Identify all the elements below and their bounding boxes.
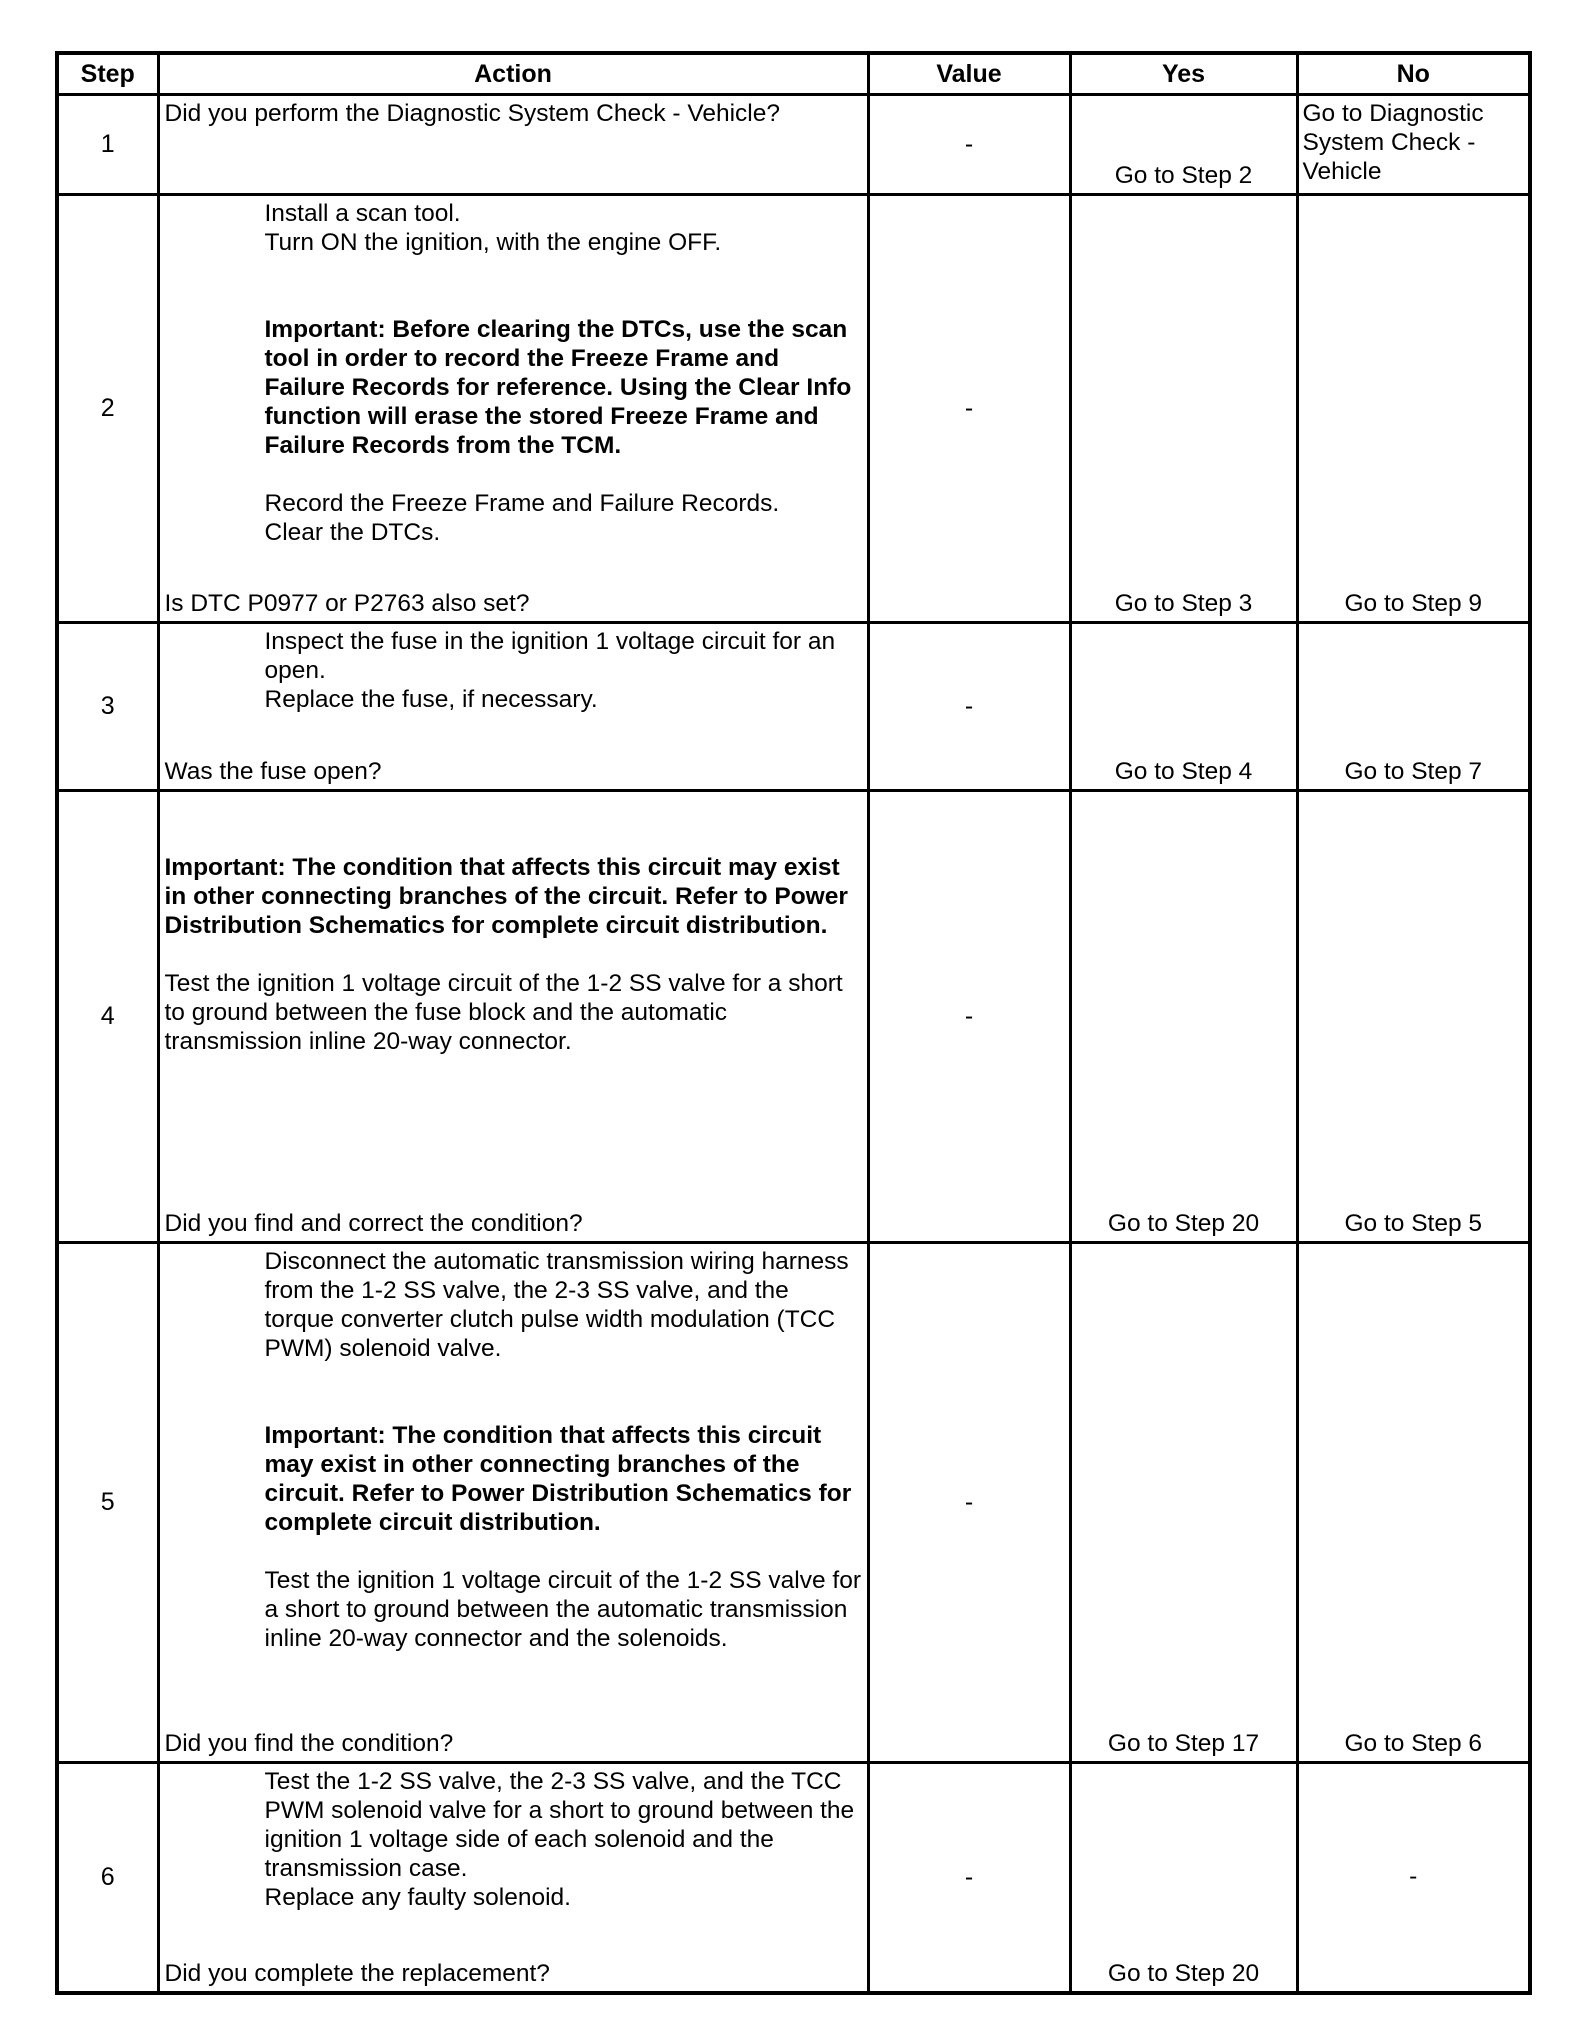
step-number: 4 bbox=[57, 791, 158, 1243]
action-question: Was the fuse open? bbox=[164, 758, 382, 786]
header-step: Step bbox=[57, 53, 158, 95]
header-no: No bbox=[1297, 53, 1530, 95]
action-question: Did you perform the Diagnostic System Check - Vehicle? bbox=[164, 100, 780, 127]
value-cell: - bbox=[868, 623, 1070, 791]
step-number: 1 bbox=[57, 95, 158, 195]
value-cell: - bbox=[868, 195, 1070, 623]
table-row bbox=[57, 1243, 1530, 1763]
action-cell bbox=[158, 95, 868, 195]
action-cell bbox=[158, 623, 868, 791]
important-note: Important: The condition that affects this circuit may exist in other connecting branches of the circuit. Refer to Power Distribution Schematics for complete circuit distribution. bbox=[264, 1422, 859, 1537]
diagnostic-table bbox=[55, 51, 1532, 1995]
table-row bbox=[57, 195, 1530, 623]
no-cell: Go to Step 7 bbox=[1297, 623, 1530, 791]
action-cell bbox=[158, 195, 868, 623]
value-cell: - bbox=[868, 1763, 1070, 1993]
no-cell: Go to Diagnostic System Check - Vehicle bbox=[1297, 95, 1530, 195]
action-step: Turn ON the ignition, with the engine OFF. bbox=[264, 229, 722, 257]
action-test: Test the ignition 1 voltage circuit of the 1-2 SS valve for a short to ground between the fuse block and the automatic transmission inline 20-way connector. bbox=[164, 970, 850, 1056]
header-action: Action bbox=[158, 53, 868, 95]
action-question: Did you find and correct the condition? bbox=[164, 1210, 583, 1238]
header-yes: Yes bbox=[1070, 53, 1297, 95]
action-cell bbox=[158, 1243, 868, 1763]
table-row bbox=[57, 791, 1530, 1243]
value-cell: - bbox=[868, 95, 1070, 195]
action-test: Test the ignition 1 voltage circuit of the 1-2 SS valve for a short to ground between the automatic transmission inline 20-way connector and the solenoids. bbox=[264, 1567, 868, 1653]
action-step: Install a scan tool. bbox=[264, 200, 461, 228]
step-number: 5 bbox=[57, 1243, 158, 1763]
action-question: Did you complete the replacement? bbox=[164, 1960, 550, 1987]
no-cell: Go to Step 6 bbox=[1297, 1243, 1530, 1763]
table-row bbox=[57, 95, 1530, 195]
yes-cell: Go to Step 2 bbox=[1070, 95, 1297, 195]
no-cell: Go to Step 5 bbox=[1297, 791, 1530, 1243]
action-step: Record the Freeze Frame and Failure Records. bbox=[264, 490, 780, 518]
table-row bbox=[57, 1763, 1530, 1993]
action-step: Test the 1-2 SS valve, the 2-3 SS valve, and the TCC PWM solenoid valve for a short to ground between the ignition 1 voltage side of each solenoid and the transmission case. bbox=[264, 1768, 861, 1883]
value-cell: - bbox=[868, 791, 1070, 1243]
important-note: Important: Before clearing the DTCs, use the scan tool in order to record the Freeze Frame and Failure Records for reference. Using the Clear Info function will erase the stored Freeze Frame and Failure Records from the TCM. bbox=[264, 316, 859, 460]
no-cell: Go to Step 9 bbox=[1297, 195, 1530, 623]
action-cell bbox=[158, 791, 868, 1243]
yes-cell: Go to Step 17 bbox=[1070, 1243, 1297, 1763]
table-row bbox=[57, 623, 1530, 791]
header-value: Value bbox=[868, 53, 1070, 95]
action-step: Replace any faulty solenoid. bbox=[264, 1884, 571, 1912]
yes-cell: Go to Step 20 bbox=[1070, 791, 1297, 1243]
action-step: Replace the fuse, if necessary. bbox=[264, 686, 598, 714]
yes-cell: Go to Step 3 bbox=[1070, 195, 1297, 623]
important-note: Important: The condition that affects this circuit may exist in other connecting branches of the circuit. Refer to Power Distribution Schematics for complete circuit distribution. bbox=[164, 854, 855, 940]
action-step: Inspect the fuse in the ignition 1 voltage circuit for an open. bbox=[264, 628, 842, 685]
value-cell: - bbox=[868, 1243, 1070, 1763]
step-number: 2 bbox=[57, 195, 158, 623]
action-question: Did you find the condition? bbox=[164, 1730, 454, 1758]
action-step: Clear the DTCs. bbox=[264, 519, 441, 547]
step-number: 3 bbox=[57, 623, 158, 791]
no-cell: - bbox=[1297, 1763, 1530, 1993]
action-step: Disconnect the automatic transmission wiring harness from the 1-2 SS valve, the 2-3 SS valve, and the torque converter clutch pulse width modulation (TCC PWM) solenoid valve. bbox=[264, 1248, 856, 1363]
step-number: 6 bbox=[57, 1763, 158, 1993]
yes-cell: Go to Step 4 bbox=[1070, 623, 1297, 791]
action-cell bbox=[158, 1763, 868, 1993]
yes-cell: Go to Step 20 bbox=[1070, 1763, 1297, 1993]
action-question: Is DTC P0977 or P2763 also set? bbox=[164, 590, 530, 618]
header-row bbox=[57, 53, 1530, 95]
